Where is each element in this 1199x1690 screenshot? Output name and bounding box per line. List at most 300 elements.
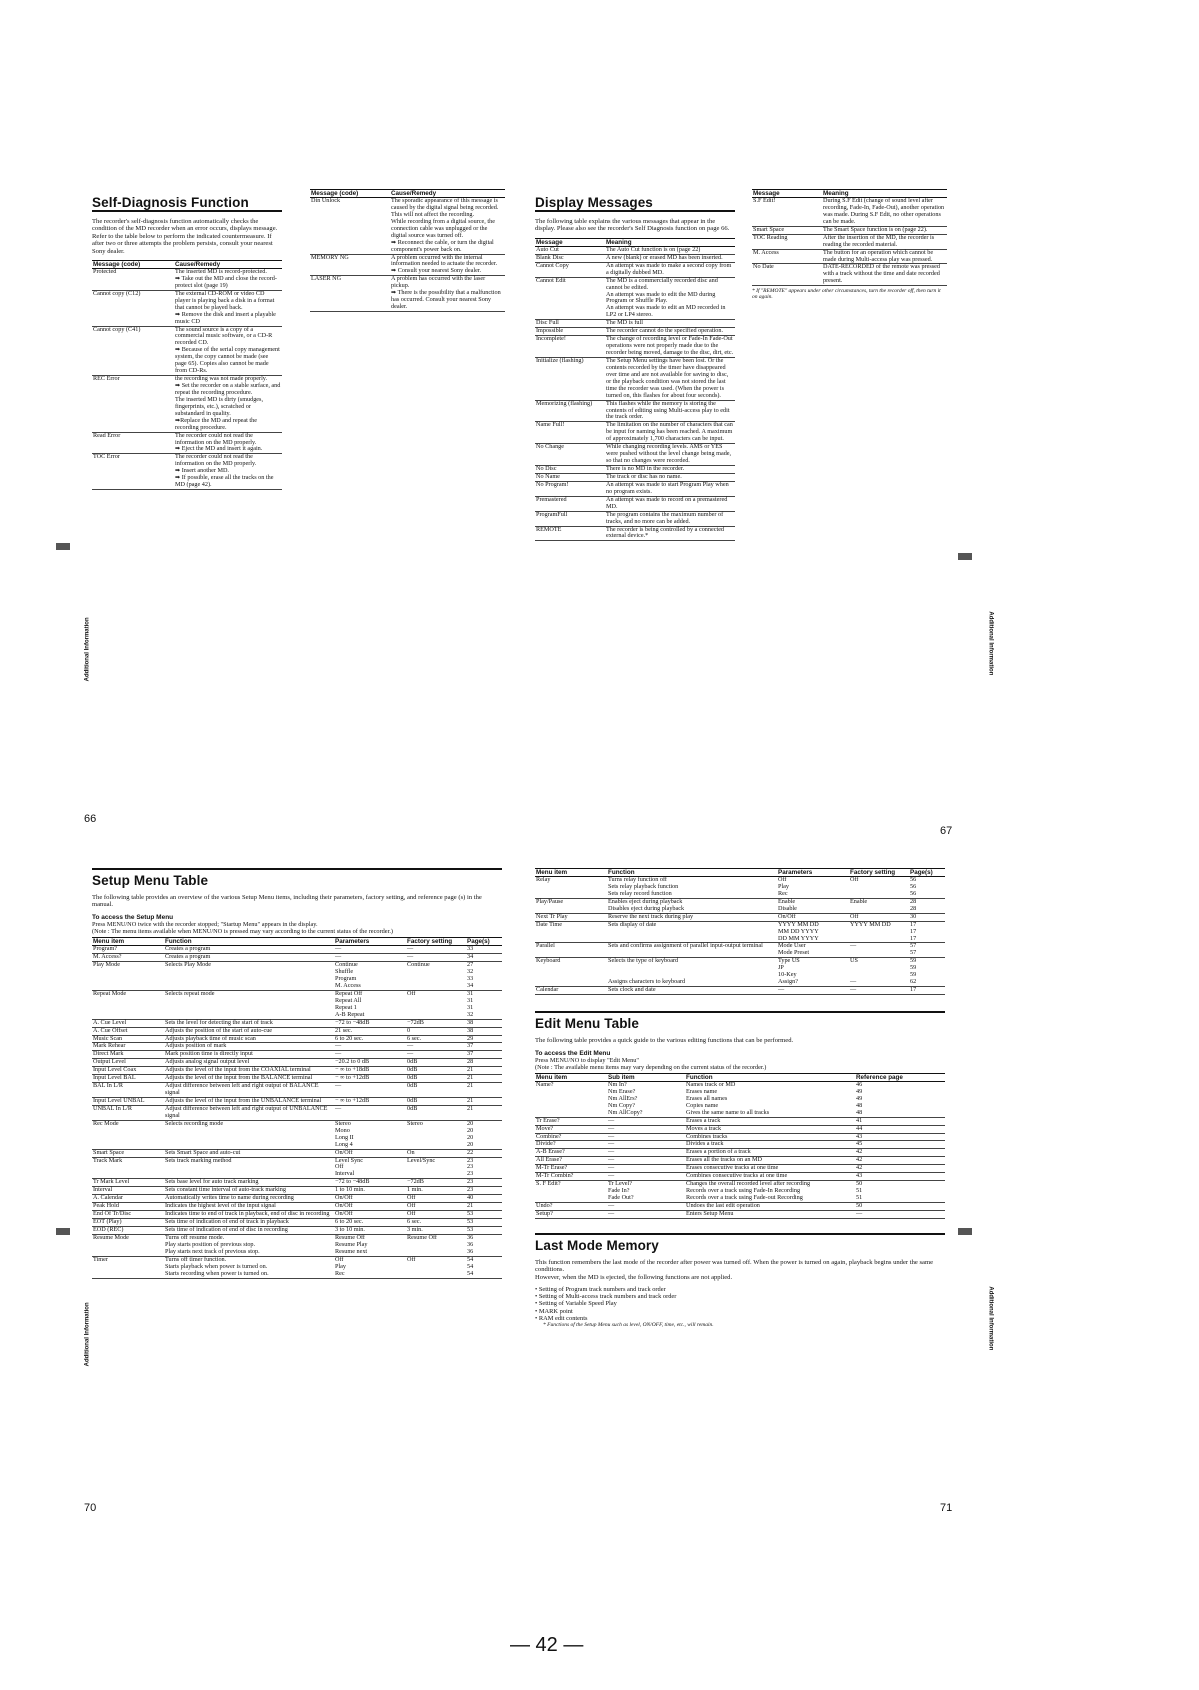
setup-row-cell: — <box>406 946 466 954</box>
side-tab-left-top <box>56 543 91 693</box>
edit-row-cell: Combines tracks <box>685 1133 855 1141</box>
setup-row-cell: YYYY MM DD MM DD YYYY DD MM YYYY <box>777 921 849 943</box>
setup-menu-table <box>92 937 502 1278</box>
setup-row-cell: Turns off resume mode. Play starts position of previous stop. Play starts next track of previous stop. <box>164 1234 334 1256</box>
setup-row-cell: End Of Tr/Disc <box>92 1211 164 1219</box>
message-row-cell: The track or disc has no name. <box>605 473 735 481</box>
edit-row-cell: Erases a track <box>685 1117 855 1125</box>
setup-row-cell: 6 sec. <box>406 1035 466 1043</box>
setup-row-cell: 22 <box>466 1149 502 1157</box>
setup-row-cell: Sets base level for auto track marking <box>164 1179 334 1187</box>
message-row-cell: The change of recording level or Fade-In Fade-Out operations were not properly made due to the recorder being moved, damage to the disc, dirt, etc. <box>606 335 734 357</box>
message-row <box>752 198 947 227</box>
setup-row-cell: 54 54 54 <box>466 1256 502 1278</box>
side-label: Additional Information <box>84 1302 91 1367</box>
setup-row-cell: Output Level <box>92 1059 164 1067</box>
side-tab-marker <box>958 553 972 560</box>
edit-menu-title: Edit Menu Table <box>535 1016 640 1032</box>
message-row-cell: During S.F Edit (change of sound level after recording, Fade-In, Fade-Out), another operation was made. During S.F Edit, no other operations can be made. <box>822 198 947 227</box>
setup-row-cell: 40 <box>466 1195 502 1203</box>
setup-row-cell: Off Play Rec <box>334 1256 406 1278</box>
title-rule-top <box>92 868 502 870</box>
side-label: Additional Information <box>987 1286 994 1351</box>
message-row <box>535 262 735 277</box>
message-row-cell: Blank Disc <box>535 254 605 262</box>
edit-row-cell: 43 <box>855 1133 945 1141</box>
setup-row-cell: Indicates the highest level of the input signal <box>164 1203 334 1211</box>
setup-row-cell: BAL In L/R <box>92 1083 164 1098</box>
setup-row-cell: A. Calendar <box>92 1195 164 1203</box>
message-row-cell: The Smart Space function is on (page 22). <box>822 226 947 234</box>
setup-row-cell: 6 to 20 sec. <box>334 1035 406 1043</box>
message-row-cell: ProgramFull <box>535 511 605 526</box>
page67-right-col <box>752 189 947 301</box>
message-row-cell: No Disc <box>535 466 605 474</box>
side-tab-right-bottom <box>958 1228 994 1378</box>
setup-row-cell: — <box>406 1043 466 1051</box>
message-row-cell: An attempt was made to make a second copy from a digitally dubbed MD. <box>605 262 735 277</box>
setup-row-cell: 53 <box>466 1219 502 1227</box>
setup-row-cell: Track Mark <box>92 1157 164 1179</box>
edit-menu-intro: The following table provides a quick guide to the various editing functions that can be performed. <box>535 1037 794 1045</box>
edit-row-cell: — <box>607 1117 685 1125</box>
title-rule <box>92 210 282 212</box>
setup-row <box>92 1120 502 1149</box>
setup-row-cell: 21 <box>466 1067 502 1075</box>
message-row-cell: The MD is a commercially recorded disc and cannot be edited. An attempt was made to edit the MD during Program or Shuffle Play. An attempt was made to edit an MD recorded in LP2 or LP4 stereo. <box>605 277 735 320</box>
edit-row-cell: — <box>607 1125 685 1133</box>
column-header: Page(s) <box>466 938 502 946</box>
message-row-cell: The button for an operation which cannot be made during Multi-access play was pressed. <box>822 249 947 264</box>
setup-row-cell: Off <box>849 913 909 921</box>
edit-row-cell: — <box>607 1173 685 1181</box>
setup-row-cell: Next Tr Play <box>535 913 607 921</box>
setup-row-cell: On/Off <box>334 1203 406 1211</box>
edit-row-cell: Tr Level? Fade In? Fade Out? <box>607 1181 685 1203</box>
setup-row-cell: Indicates time to end of track in playback, end of disc in recording <box>164 1211 334 1219</box>
setup-row-cell: Resume Mode <box>92 1234 164 1256</box>
setup-row-cell: 23 23 23 <box>466 1157 502 1179</box>
setup-row-cell: Mark position time is directly input <box>164 1051 334 1059</box>
setup-row-cell: Input Level Coax <box>92 1067 164 1075</box>
setup-row-cell: Sets constant time interval of auto-track marking <box>164 1187 334 1195</box>
diagnosis-row-cell: The sound source is a copy of a commercial music software, or a CD-R recorded CD. ➡ Because of the serial copy management system, the copy cannot be made (see page 65). Copies also cannot be made from CD-Rs. <box>174 326 282 376</box>
message-row-cell: A new (blank) or erased MD has been inserted. <box>605 254 735 262</box>
message-row <box>535 511 735 526</box>
message-row-cell: TOC Reading <box>752 234 822 249</box>
edit-row-cell: 46 49 49 48 48 <box>855 1081 945 1117</box>
edit-row-cell: Divides a track <box>685 1141 855 1149</box>
setup-row-cell: 28 28 <box>909 898 945 913</box>
setup-row-cell: Adjusts analog signal output level <box>164 1059 334 1067</box>
setup-row-cell: 31 31 31 32 <box>466 990 502 1019</box>
edit-row-cell: S. F Edit? <box>535 1181 607 1203</box>
setup-row-cell: Level/Sync <box>406 1157 466 1179</box>
message-row <box>535 357 735 400</box>
message-row-cell: No Change <box>535 444 605 466</box>
col-message: Message <box>535 238 605 246</box>
side-tab-marker <box>56 543 70 550</box>
setup-row-cell: Type US JP 10-Key Assign? <box>777 958 849 987</box>
setup-row-cell: 0 <box>406 1027 466 1035</box>
diagnosis-row-cell: LASER NG <box>310 276 390 312</box>
setup-menu-table-cont <box>535 868 945 995</box>
setup-row <box>92 1226 502 1234</box>
column-header: Reference page <box>855 1073 945 1081</box>
page66-right-col <box>310 189 505 312</box>
setup-row-cell: On/Off <box>334 1211 406 1219</box>
setup-row-cell: Enables eject during playback Disables eject during playback <box>607 898 777 913</box>
setup-row-cell: Resume Off Resume Play Resume next <box>334 1234 406 1256</box>
setup-row-cell: Selects recording mode <box>164 1120 334 1149</box>
setup-row <box>92 1187 502 1195</box>
message-row-cell: Cannot Edit <box>535 277 605 320</box>
setup-row-cell: Mark Rehear <box>92 1043 164 1051</box>
setup-row <box>535 958 945 987</box>
edit-row-cell: Names track or MD Erases name Erases all names Copies name Gives the same name to all tracks <box>685 1081 855 1117</box>
edit-row-cell: Name? <box>535 1081 607 1117</box>
setup-row-cell: Off Play Rec <box>777 877 849 899</box>
setup-row-cell: 21 <box>466 1105 502 1120</box>
message-row-cell: Memorizing (flashing) <box>535 400 605 422</box>
remote-footnote: * If "REMOTE" appears under other circumstances, turn the recorder off, then turn it on again. <box>752 288 941 301</box>
last-mode-bullets <box>535 1286 945 1322</box>
edit-row-cell: — <box>855 1210 945 1218</box>
setup-row-cell: 0dB <box>406 1098 466 1106</box>
edit-row <box>535 1202 945 1210</box>
setup-row <box>92 1179 502 1187</box>
col-message-code: Message (code) <box>310 190 390 198</box>
setup-row-cell: M. Access? <box>92 954 164 962</box>
setup-row-cell: Sets the level for detecting the start of track <box>164 1019 334 1027</box>
setup-row-cell: Adjusts position of mark <box>164 1043 334 1051</box>
side-tab-marker <box>56 1228 70 1235</box>
setup-row-cell: Resume Off <box>406 1234 466 1256</box>
page70-intro: The following table provides an overview of the various Setup Menu items, including their parameters, factory setting, and reference page (s) in the manual. <box>92 894 482 909</box>
setup-row <box>92 990 502 1019</box>
edit-row-cell: 41 <box>855 1117 945 1125</box>
diagnosis-row <box>92 454 282 490</box>
diagnosis-row <box>92 269 282 291</box>
setup-row-cell: — <box>849 987 909 995</box>
message-row-cell: Impossible <box>535 328 605 336</box>
diagnosis-row-cell: The sporadic appearance of this message is caused by the digital signal being recorded. This will not affect the recording. While recording from a digital source, the connection cable was unplugged or the digital source was turned off. ➡ Reconnect the cable, or turn the digital component's power back on. <box>390 198 505 255</box>
edit-row-cell: — <box>607 1133 685 1141</box>
edit-row-cell: 45 <box>855 1141 945 1149</box>
col-cause-remedy: Cause/Remedy <box>390 190 505 198</box>
setup-row-cell: Adjusts playback time of music scan <box>164 1035 334 1043</box>
edit-row-cell: Undo? <box>535 1202 607 1210</box>
setup-row <box>92 1105 502 1120</box>
setup-access-title: To access the Setup Menu <box>92 913 174 921</box>
setup-row-cell: Input Level BAL <box>92 1075 164 1083</box>
edit-row-cell: Combine? <box>535 1133 607 1141</box>
setup-row-cell: Play Mode <box>92 962 164 991</box>
setup-row-cell: Parallel <box>535 943 607 958</box>
edit-row-cell: 50 <box>855 1202 945 1210</box>
setup-row-cell: Direct Mark <box>92 1051 164 1059</box>
setup-row-cell: 23 <box>466 1179 502 1187</box>
setup-row-cell: Enable <box>849 898 909 913</box>
setup-row <box>535 877 945 899</box>
setup-row-cell: 0dB <box>406 1075 466 1083</box>
page71 <box>535 868 945 1328</box>
setup-row-cell: — <box>406 954 466 962</box>
page67-title: Display Messages <box>535 195 653 210</box>
edit-row-cell: 50 51 51 <box>855 1181 945 1203</box>
setup-row-cell: On <box>406 1149 466 1157</box>
setup-row-cell: 56 56 56 <box>909 877 945 899</box>
setup-row-cell: Sets track marking method <box>164 1157 334 1179</box>
setup-row <box>92 1219 502 1227</box>
setup-row-cell: 33 <box>466 946 502 954</box>
edit-row-cell: — <box>607 1141 685 1149</box>
col-meaning: Meaning <box>822 190 947 198</box>
edit-row <box>535 1117 945 1125</box>
message-row <box>535 481 735 496</box>
setup-row-cell: 0dB <box>406 1083 466 1098</box>
diagnosis-row-cell: the recording was not made properly. ➡ Set the recorder on a stable surface, and repeat the recording procedure. The inserted MD is dirty (smudges, fingerprints, etc.), scratched or substandard in quality. ➡Replace the MD and repeat the recording procedure. <box>175 375 281 431</box>
setup-row-cell: Continue <box>406 962 466 991</box>
side-label: Additional Information <box>84 617 91 682</box>
setup-row-cell: Date Time <box>535 921 607 943</box>
setup-row-cell: Off <box>406 1203 466 1211</box>
setup-row-cell: 53 <box>466 1226 502 1234</box>
setup-row-cell: −72dB <box>406 1179 466 1187</box>
setup-row-cell: Adjust difference between left and right output of BALANCE signal <box>164 1083 334 1098</box>
setup-row-cell: 53 <box>466 1211 502 1219</box>
setup-row-cell: Keyboard <box>535 958 607 987</box>
setup-row-cell: Off <box>406 990 466 1019</box>
setup-row-cell: A. Cue Level <box>92 1019 164 1027</box>
setup-row-cell: −20.2 to 0 dB <box>334 1059 406 1067</box>
edit-row <box>535 1181 945 1203</box>
setup-row-cell: Timer <box>92 1256 164 1278</box>
edit-row <box>535 1081 945 1117</box>
column-header: Menu item <box>535 1073 607 1081</box>
message-row <box>535 422 735 444</box>
setup-row-cell: 23 <box>466 1187 502 1195</box>
setup-row-cell: 59 59 59 62 <box>909 958 945 987</box>
message-row-cell: M. Access <box>752 249 822 264</box>
setup-row-cell: 29 <box>466 1035 502 1043</box>
setup-row-cell: 17 <box>909 987 945 995</box>
setup-row <box>535 943 945 958</box>
setup-row-cell: Program? <box>92 946 164 954</box>
edit-row-cell: 42 <box>855 1165 945 1173</box>
setup-row-cell: Music Scan <box>92 1035 164 1043</box>
message-row-cell: REMOTE <box>535 526 605 541</box>
edit-row-cell: A-B Erase? <box>535 1149 607 1157</box>
setup-row <box>92 1211 502 1219</box>
setup-row-cell: 3 to 10 min. <box>334 1226 406 1234</box>
setup-row-cell: Repeat Mode <box>92 990 164 1019</box>
setup-row-cell: 6 to 20 sec. <box>334 1219 406 1227</box>
setup-row-cell: EOD (REC) <box>92 1226 164 1234</box>
setup-row-cell: Adjusts the position of the start of auto-cue <box>164 1027 334 1035</box>
message-row-cell: No Program! <box>535 481 605 496</box>
page66-intro: The recorder's self-diagnosis function automatically checks the condition of the MD recorder when an error occurs, displays message. Refer to the table below to perform the indicated countermeasure. If after two or three attempts the problem persists, consult your nearest Sony dealer. <box>92 218 278 255</box>
column-header: Factory setting <box>849 869 909 877</box>
setup-row-cell: 21 <box>466 1075 502 1083</box>
setup-row-cell: 38 <box>466 1027 502 1035</box>
diagnosis-row-cell: REC Error <box>92 376 174 433</box>
message-row-cell: Cannot Copy <box>535 262 605 277</box>
setup-row-cell: — <box>334 946 406 954</box>
col-meaning: Meaning <box>605 238 735 246</box>
message-row-cell: The recorder is being controlled by a connected external device.* <box>605 526 735 541</box>
setup-row <box>535 987 945 995</box>
side-tab-left-bottom <box>56 1228 91 1378</box>
column-header: Sub item <box>607 1073 685 1081</box>
setup-row-cell: On/Off <box>777 913 849 921</box>
message-row-cell: Auto Cut <box>535 246 605 254</box>
last-mode-note: * Functions of the Setup Menu such as level, ON/OFF, time, etc., will remain. <box>543 1321 714 1328</box>
setup-row-cell: 28 <box>466 1059 502 1067</box>
setup-row <box>92 1019 502 1027</box>
column-header: Function <box>164 938 334 946</box>
setup-row-cell: 21 <box>466 1203 502 1211</box>
setup-row-cell: Adjust difference between left and right output of UNBALANCE signal <box>164 1105 334 1120</box>
page67-left-col <box>535 195 735 541</box>
diagnosis-row-cell: A problem has occurred with the laser pickup. ➡ There is the possibility that a malfunction has occurred. Consult your nearest Sony dealer. <box>390 276 505 312</box>
setup-row <box>92 1234 502 1256</box>
display-messages-table-cont <box>752 189 947 286</box>
setup-row-cell: 17 17 17 <box>909 921 945 943</box>
setup-row-cell: Smart Space <box>92 1149 164 1157</box>
setup-row-cell: 36 36 36 <box>466 1234 502 1256</box>
message-row-cell: Disc Full <box>535 320 605 328</box>
edit-row-cell: All Erase? <box>535 1157 607 1165</box>
setup-row-cell: Sets display of date <box>607 921 777 943</box>
column-header: Menu item <box>535 869 607 877</box>
diagnosis-row-cell: TOC Error <box>92 454 174 490</box>
setup-row-cell: 37 <box>466 1051 502 1059</box>
message-row-cell: The Setup Menu settings have been lost. Or the contents recorded by the timer have disappeared over time and are not available for saving to disc, or the playback condition was not stored the last time the recorder was used. (When the power is turned on, this flashes for about four seconds). <box>605 357 735 400</box>
setup-row-cell: On/Off <box>334 1149 406 1157</box>
message-row-cell: Premastered <box>535 496 605 511</box>
message-row-cell: An attempt was made to record on a premastered MD. <box>605 496 735 511</box>
edit-row-cell: 43 <box>855 1173 945 1181</box>
display-messages-table <box>535 238 735 542</box>
edit-row-cell: 42 <box>855 1149 945 1157</box>
edit-row-cell: Combines consecutive tracks at one time <box>685 1173 855 1181</box>
column-header: Menu item <box>92 938 164 946</box>
message-row <box>535 526 735 541</box>
message-row <box>535 336 735 358</box>
setup-row-cell: — <box>406 1051 466 1059</box>
edit-row-cell: Moves a track <box>685 1125 855 1133</box>
setup-row-cell: Selects repeat mode <box>164 990 334 1019</box>
diagnosis-row-cell: Protected <box>92 269 174 291</box>
setup-row-cell: 3 min. <box>406 1226 466 1234</box>
setup-row-cell: Reserve the next track during play <box>607 913 777 921</box>
setup-row-cell: — <box>777 987 849 995</box>
setup-row-cell: −72 to −48dB <box>334 1179 406 1187</box>
message-row-cell: The limitation on the number of characters that can be input for naming has been reached. A maximum of approximately 1,700 characters can be input. <box>605 422 735 444</box>
diagnosis-row-cell: Cannot copy (C41) <box>92 326 174 376</box>
setup-row-cell: Sets Smart Space and auto-cut <box>164 1149 334 1157</box>
page70-title: Setup Menu Table <box>92 873 209 888</box>
setup-row-cell: 1 to 10 min. <box>334 1187 406 1195</box>
setup-row <box>92 1027 502 1035</box>
setup-row-cell: Creates a program <box>164 954 334 962</box>
message-row-cell: S.F Edit! <box>752 198 822 227</box>
setup-row-cell: Mode User Mode Preset <box>777 943 849 958</box>
edit-row-cell: — <box>607 1157 685 1165</box>
edit-row-cell: Erases consecutive tracks at one time <box>685 1165 855 1173</box>
setup-row-cell: Level Sync Off Interval <box>334 1157 406 1179</box>
side-label: Additional Information <box>987 611 994 676</box>
setup-row-cell: YYYY MM DD <box>849 921 909 943</box>
message-row <box>752 234 947 249</box>
setup-row-cell: 20 20 20 20 <box>466 1120 502 1149</box>
message-row-cell: While changing recording levels. AMS or YES were pushed without the level change being made, so that no changes were recorded. <box>605 444 735 466</box>
side-tab-right-top <box>958 553 994 703</box>
setup-access-text: Press MENU/NO twice with the recorder stopped; "Startup Menu" appears in the display. <box>92 921 318 929</box>
message-row-cell: There is no MD in the recorder. <box>605 466 735 474</box>
message-row-cell: No Name <box>535 473 605 481</box>
edit-row-cell: M-Tr Combin? <box>535 1173 607 1181</box>
message-row-cell: An attempt was made to start Program Play when no program exists. <box>605 481 735 496</box>
message-row <box>535 496 735 511</box>
setup-row-cell: Automatically writes time to name during recording <box>164 1195 334 1203</box>
edit-row-cell: — <box>607 1210 685 1218</box>
setup-row-cell: 37 <box>466 1043 502 1051</box>
setup-row-cell: Stereo Mono Long II Long 4 <box>334 1120 406 1149</box>
setup-row-cell: Adjusts the level of the input from the COAXIAL terminal <box>164 1067 334 1075</box>
diagnosis-row <box>92 290 282 326</box>
setup-row-cell: Sets time of indication of end of track in playback <box>164 1219 334 1227</box>
setup-row <box>92 1157 502 1179</box>
edit-row-cell: Erases a portion of a track <box>685 1149 855 1157</box>
message-row-cell: Smart Space <box>752 226 822 234</box>
page66-left-col <box>92 195 282 490</box>
col-cause-remedy: Cause/Remedy <box>174 260 282 268</box>
setup-row-cell: Play/Pause <box>535 898 607 913</box>
edit-row <box>535 1125 945 1133</box>
col-message-code: Message (code) <box>92 260 174 268</box>
title-rule <box>535 1233 945 1235</box>
edit-row-cell: — <box>607 1165 685 1173</box>
sheet-footer-page: — 42 — <box>510 1634 584 1656</box>
message-row <box>535 444 735 466</box>
setup-row-cell: Stereo <box>406 1120 466 1149</box>
diagnosis-row-cell: Din Unlock <box>310 198 390 255</box>
setup-row-cell: Adjusts the level of the input from the UNBALANCE terminal <box>164 1098 334 1106</box>
edit-row-cell: Move? <box>535 1125 607 1133</box>
bullet-item: • Setting of Multi-access track numbers and track order <box>535 1293 677 1301</box>
bullet-item: • MARK point <box>535 1307 573 1315</box>
setup-row-cell: Tr Mark Level <box>92 1179 164 1187</box>
message-row-cell: Incomplete! <box>535 336 605 358</box>
setup-row-cell: Adjusts the level of the input from the BALANCE terminal <box>164 1075 334 1083</box>
setup-row-cell: 30 <box>909 913 945 921</box>
setup-row-cell: − ∞ to +12dB <box>334 1098 406 1106</box>
setup-row-cell: Relay <box>535 877 607 899</box>
edit-access-note: (Note : The available menu items may vary depending on the current status of the recorder.) <box>535 1063 767 1071</box>
setup-row-cell: US — <box>849 958 909 987</box>
setup-row-cell: 34 <box>466 954 502 962</box>
setup-row-cell: Selects Play Mode <box>164 962 334 991</box>
page-number-70: 70 <box>84 1502 97 1514</box>
edit-row-cell: Changes the overall recorded level after recording Records over a track using Fade-In Recording Records over a track using Fade-out Recording <box>685 1181 855 1203</box>
setup-row <box>92 962 502 991</box>
setup-row-cell: − ∞ to +18dB <box>334 1067 406 1075</box>
message-row-cell: No Date <box>752 264 822 286</box>
edit-row-cell: Divide? <box>535 1141 607 1149</box>
diagnosis-row <box>92 326 282 376</box>
